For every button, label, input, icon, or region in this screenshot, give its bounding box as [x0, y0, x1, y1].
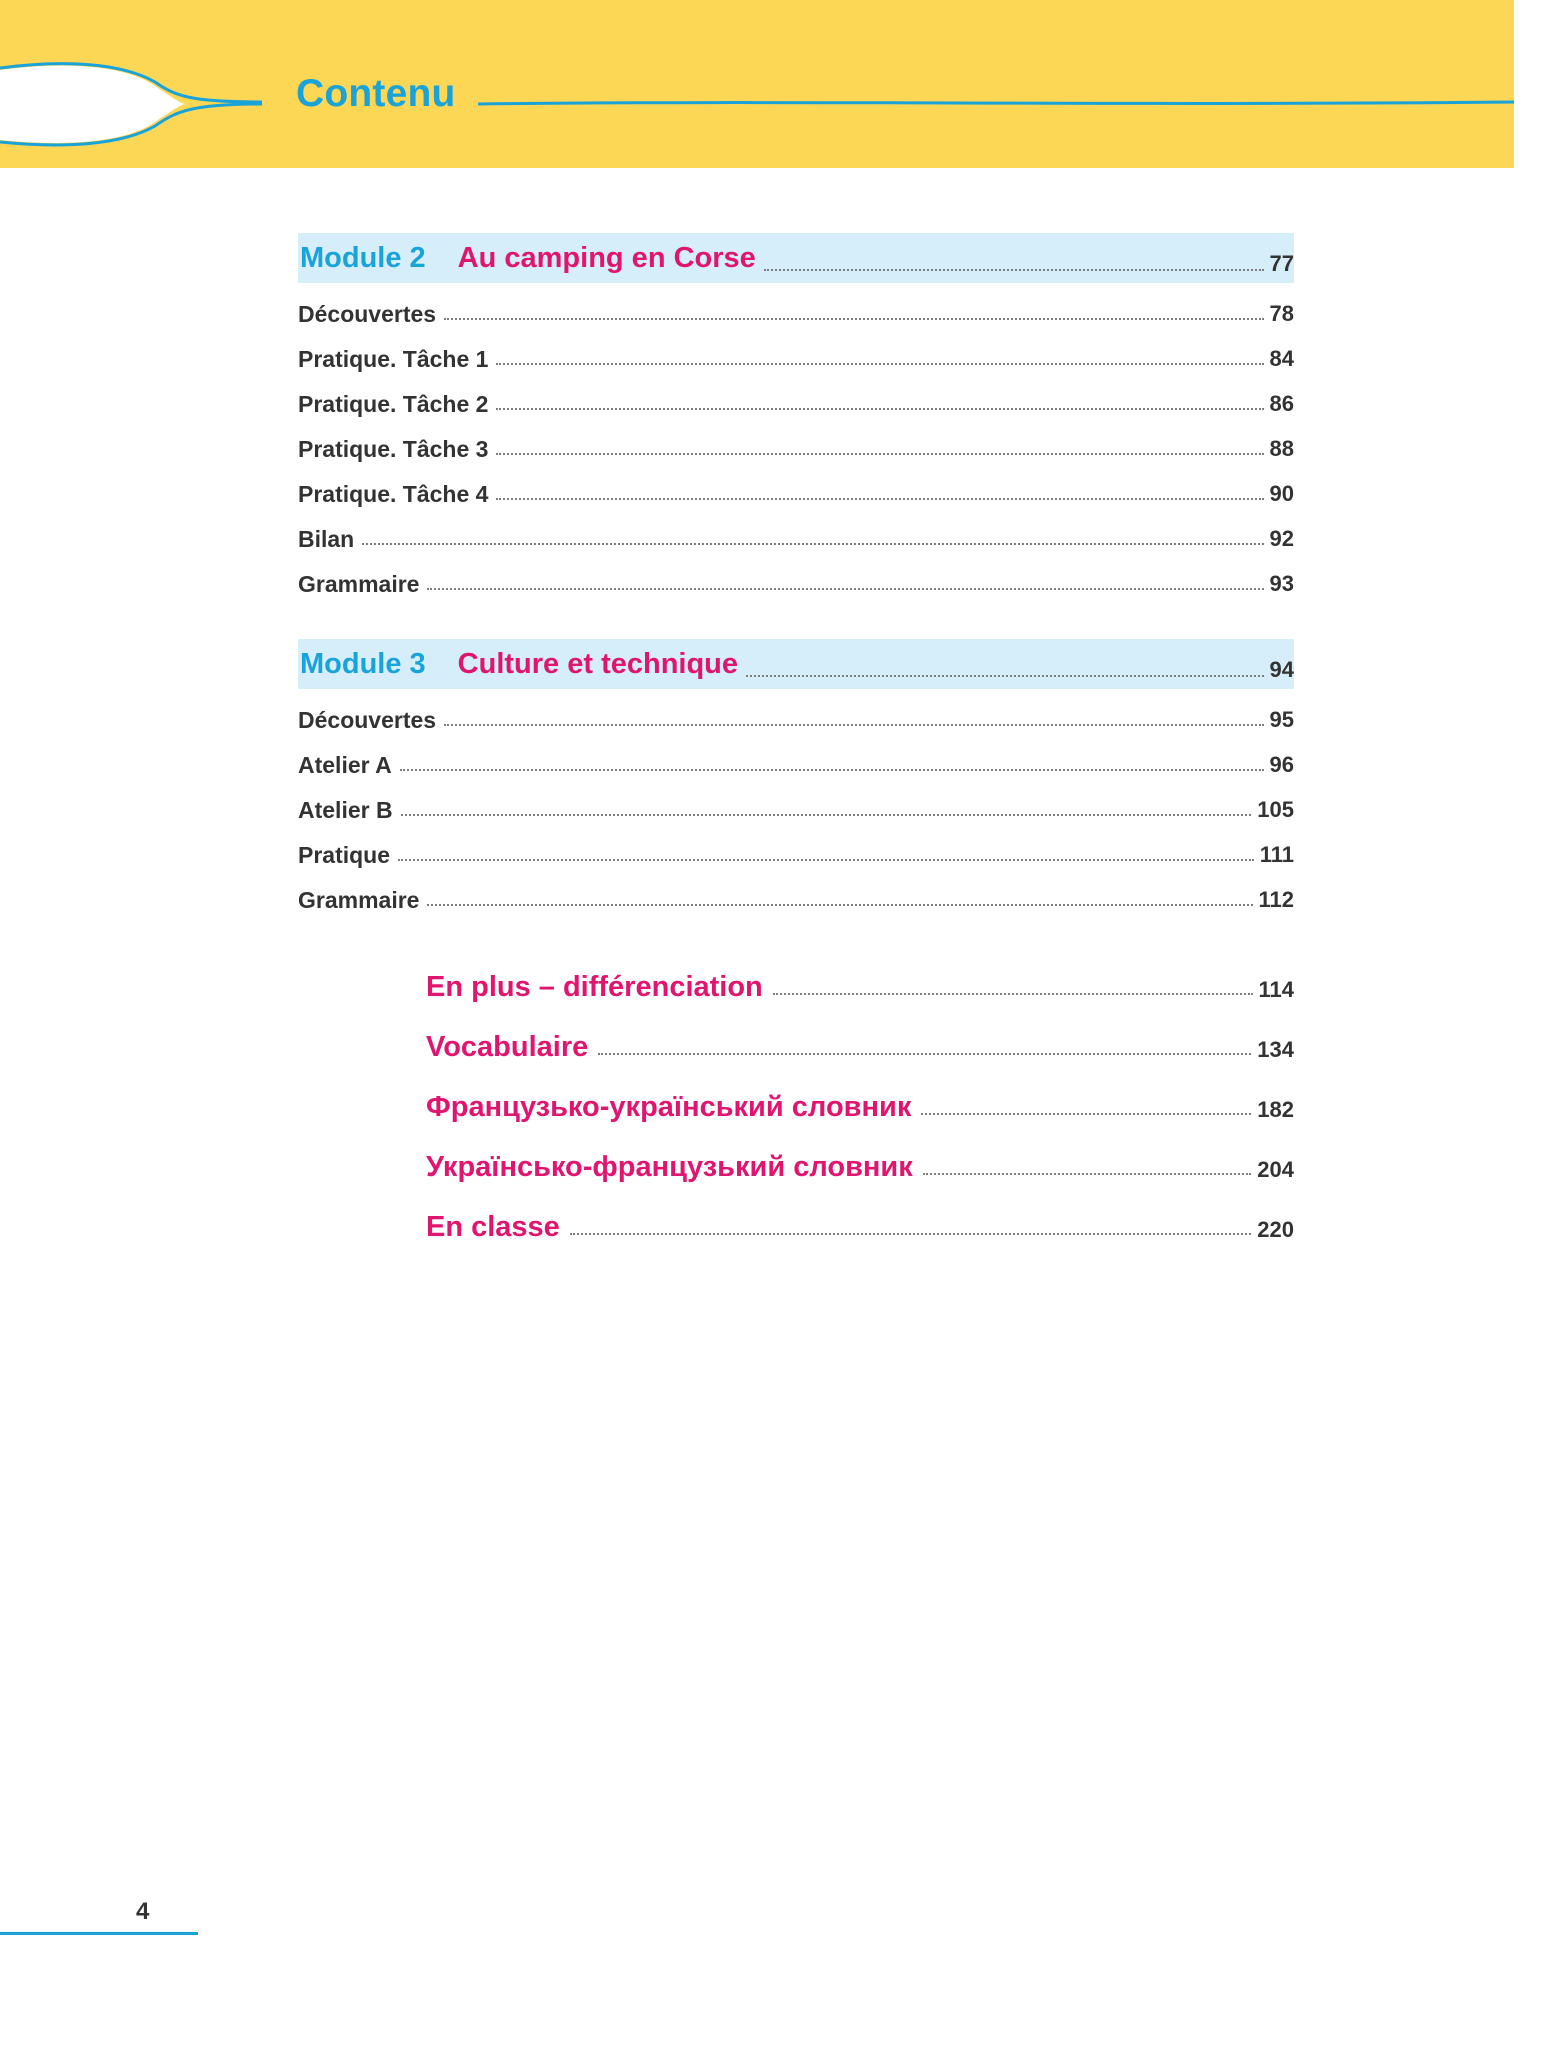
module-3-heading[interactable] [298, 639, 1294, 689]
toc-entry[interactable] [298, 555, 1294, 599]
module-2-heading[interactable] [298, 233, 1294, 283]
header-banner [0, 0, 1514, 168]
entry-label: Pratique. Tâche 1 [298, 346, 489, 372]
page-ref: 77 [1269, 251, 1294, 276]
entry-label: Découvertes [298, 301, 437, 327]
dot-leader [923, 1172, 1252, 1175]
dot-leader [496, 497, 1263, 500]
toc-entry[interactable] [298, 330, 1294, 374]
entry-label: Pratique. Tâche 2 [298, 391, 489, 417]
extra-entry[interactable] [426, 955, 1294, 1005]
toc-entry[interactable] [298, 691, 1294, 735]
dot-leader [773, 992, 1253, 995]
page-ref: 220 [1257, 1217, 1294, 1242]
page-number: 4 [136, 1898, 150, 1925]
module-label: Module 2 [300, 241, 426, 274]
extra-entry[interactable] [426, 1195, 1294, 1245]
page-ref: 95 [1269, 707, 1294, 732]
page-ref: 92 [1269, 526, 1294, 551]
entry-label: Pratique. Tâche 4 [298, 481, 489, 507]
module-title: Culture et technique [457, 647, 739, 680]
page-ref: 94 [1269, 657, 1294, 682]
page-ref: 111 [1259, 842, 1294, 867]
entry-label: Українсько-французький словник [426, 1151, 913, 1183]
dot-leader [401, 813, 1252, 816]
toc-entry[interactable] [298, 285, 1294, 329]
dot-leader [362, 542, 1263, 545]
page-ref: 112 [1258, 887, 1294, 912]
page-ref: 88 [1269, 436, 1294, 461]
toc-entry[interactable] [298, 375, 1294, 419]
toc-entry[interactable] [298, 465, 1294, 509]
dot-leader [746, 674, 1263, 677]
entry-label: Bilan [298, 526, 355, 552]
entry-label: Grammaire [298, 571, 420, 597]
page-ref: 182 [1257, 1097, 1294, 1122]
page-ref: 204 [1257, 1157, 1294, 1182]
dot-leader [570, 1232, 1251, 1235]
dot-leader [496, 407, 1263, 410]
toc-entry[interactable] [298, 826, 1294, 870]
page-ref: 86 [1269, 391, 1294, 416]
module-title: Au camping en Corse [457, 241, 756, 274]
extra-entry[interactable] [426, 1075, 1294, 1125]
dot-leader [598, 1052, 1251, 1055]
dot-leader [444, 723, 1263, 726]
dot-leader [444, 317, 1263, 320]
dot-leader [427, 903, 1252, 906]
page-ref: 78 [1269, 301, 1294, 326]
entry-label: Atelier A [298, 752, 392, 778]
entry-label: Pratique. Tâche 3 [298, 436, 489, 462]
toc-entry[interactable] [298, 781, 1294, 825]
entry-label: Grammaire [298, 887, 420, 913]
page-ref: 96 [1269, 752, 1294, 777]
entry-label: En classe [426, 1211, 560, 1243]
page-ref: 114 [1258, 977, 1294, 1002]
dot-leader [400, 768, 1264, 771]
entry-label: Atelier B [298, 797, 393, 823]
dot-leader [921, 1112, 1251, 1115]
entry-label: Французько-український словник [426, 1091, 912, 1123]
entry-label: En plus – différenciation [426, 971, 763, 1003]
module-label: Module 3 [300, 647, 426, 680]
dot-leader [398, 858, 1254, 861]
wave-line-decoration [0, 0, 1514, 168]
dot-leader [496, 452, 1263, 455]
page-ref: 90 [1269, 481, 1294, 506]
dot-leader [427, 587, 1263, 590]
entry-label: Vocabulaire [426, 1031, 589, 1063]
dot-leader [496, 362, 1263, 365]
page-ref: 105 [1257, 797, 1294, 822]
extra-entry[interactable] [426, 1135, 1294, 1185]
entry-label: Découvertes [298, 707, 437, 733]
page-title: Contenu [296, 72, 456, 115]
footer-rule [0, 1932, 198, 1935]
toc-entry[interactable] [298, 510, 1294, 554]
extra-entry[interactable] [426, 1015, 1294, 1065]
toc-entry[interactable] [298, 736, 1294, 780]
page-ref: 134 [1257, 1037, 1294, 1062]
toc-entry[interactable] [298, 871, 1294, 915]
toc-entry[interactable] [298, 420, 1294, 464]
dot-leader [764, 268, 1264, 271]
page-ref: 93 [1269, 571, 1294, 596]
page-ref: 84 [1269, 346, 1294, 371]
entry-label: Pratique [298, 842, 391, 868]
